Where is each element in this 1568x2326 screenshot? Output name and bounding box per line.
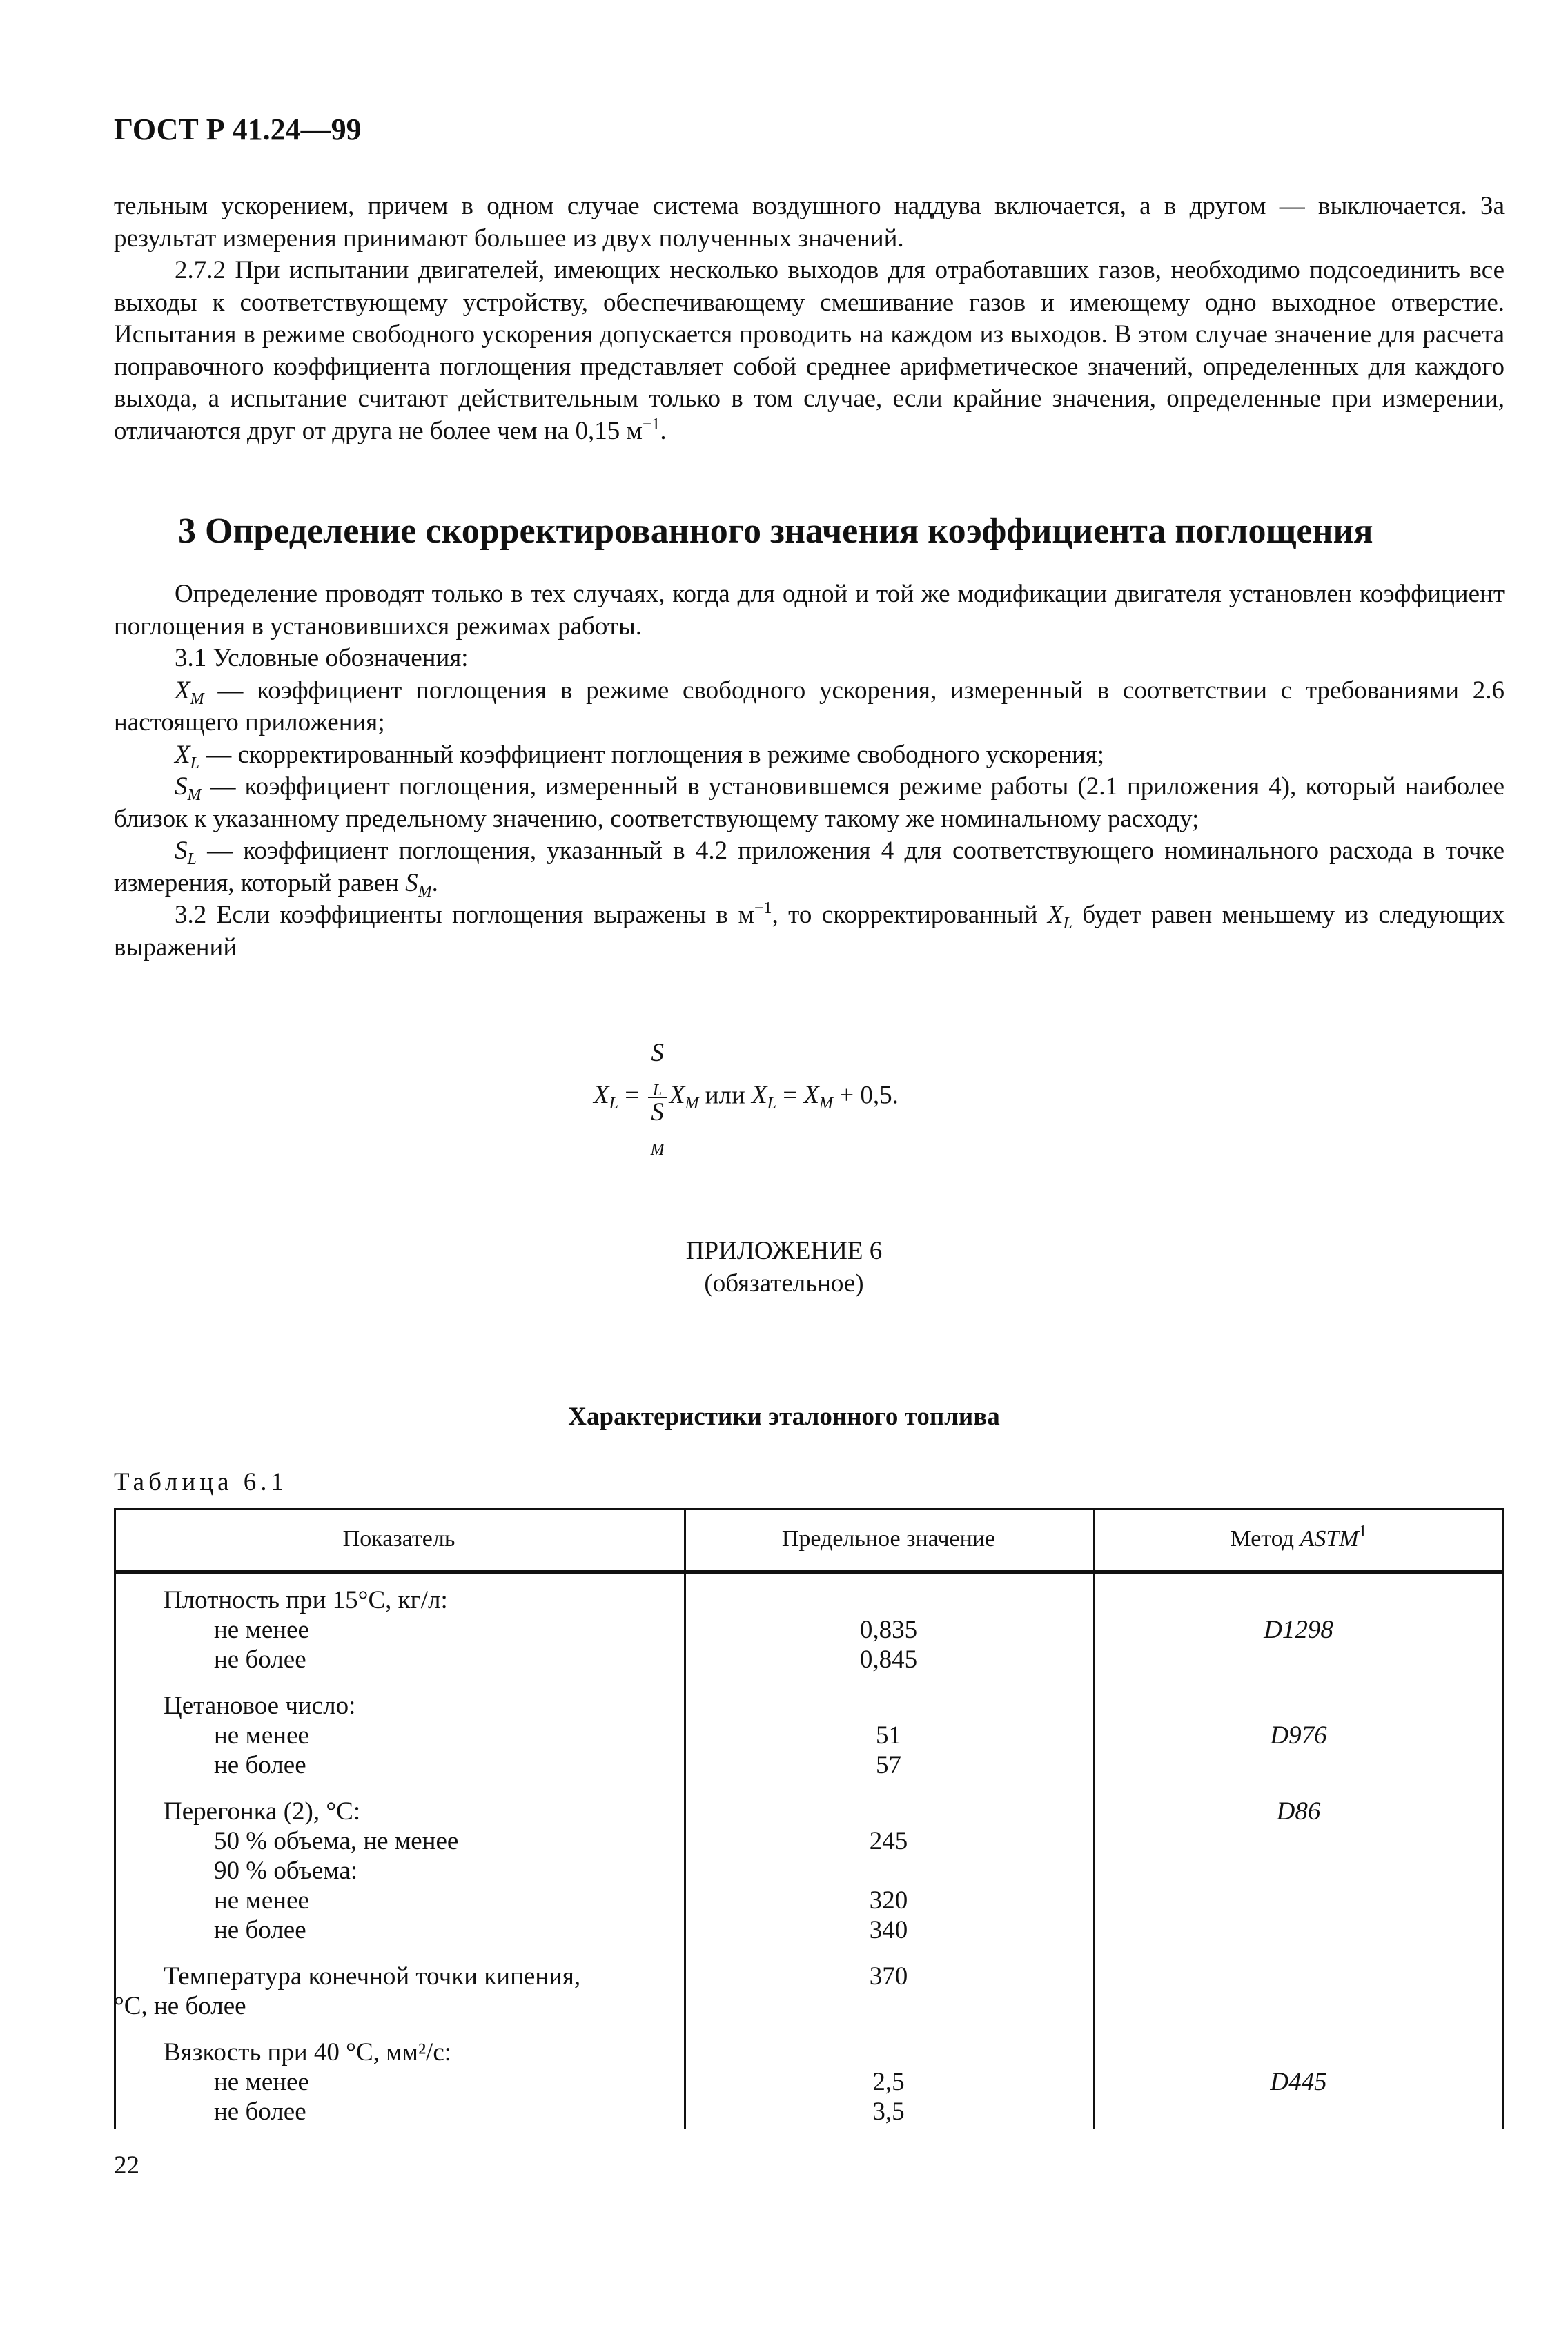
table-body [114, 1585, 1504, 2143]
limit-value-cell: 245 [869, 1827, 908, 1855]
indicator-cell: °С, не более [114, 1992, 246, 2020]
method-cell [1093, 1856, 1504, 1886]
paragraph-3-2: 3.2 Если коэффициенты поглощения выражены в $м^{-1}$, то скорректированный $X_L$ будет равен меньшему из следующих выражений [114, 899, 1505, 961]
table-row [114, 1826, 1504, 1856]
section-3-body [114, 578, 1505, 964]
method-cell [1093, 1750, 1504, 1780]
limit-value-cell: 370 [869, 1962, 908, 1991]
indicator-cell: Вязкость при 40 °С, мм²/с: [164, 2038, 452, 2066]
method-cell: D976 [1270, 1721, 1327, 1750]
table-row [114, 1991, 1504, 2021]
method-cell [1093, 1962, 1504, 1991]
table-label: Таблица 6.1 [114, 1468, 288, 1496]
definition-xm: $X_M$ — коэффициент поглощения в режиме свободного ускорения, измеренный в соответствии с требованиями 2.6 настоящего приложения; [114, 676, 1505, 736]
paragraph-3-1: 3.1 Условные обозначения: [175, 644, 469, 672]
appendix-subtitle: (обязательное) [704, 1269, 864, 1298]
indicator-cell: 90 % объема: [214, 1857, 358, 1885]
limit-value-cell: 2,5 [872, 2068, 905, 2096]
limit-value-cell [684, 2037, 1093, 2067]
definition-sm: $S_M$ — коэффициент поглощения, измеренный в установившемся режиме работы (2.1 приложения 4), который наиболее близок к указанному предельному значению, соответствующему такому же номинальному расходу; [114, 772, 1505, 833]
table-row-group [114, 2037, 1504, 2127]
table-row [114, 2067, 1504, 2097]
indicator-cell: не менее [214, 1616, 309, 1644]
table-row [114, 1721, 1504, 1750]
definition-xl: $X_L$ — скорректированный коэффициент поглощения в режиме свободного ускорения; [175, 740, 1105, 772]
method-cell [1093, 2037, 1504, 2067]
indicator-cell: Перегонка (2), °С: [164, 1797, 361, 1826]
indicator-cell: 50 % объема, не менее [214, 1827, 459, 1855]
method-cell [1093, 1915, 1504, 1945]
formula: $X_L$ = S $_L$ S $_M$ $X_M$ или $X_L = X_M + 0,5$. [594, 1039, 899, 1159]
table-row [114, 1750, 1504, 1780]
method-cell: D86 [1276, 1797, 1321, 1826]
table-row-group [114, 1585, 1504, 1674]
limit-value-cell: 51 [876, 1721, 901, 1750]
indicator-cell: не менее [214, 2068, 309, 2096]
method-cell [1093, 1826, 1504, 1856]
appendix-title: ПРИЛОЖЕНИЕ 6 [685, 1237, 883, 1265]
indicator-cell: не более [214, 1916, 306, 1944]
column-header-limit: Предельное значение [781, 1526, 996, 1552]
method-cell [1093, 1691, 1504, 1721]
limit-value-cell [684, 1797, 1093, 1826]
method-cell [1093, 1991, 1504, 2021]
limit-value-cell: 320 [869, 1886, 908, 1915]
table-row [114, 1615, 1504, 1645]
table-row [114, 1856, 1504, 1886]
method-cell [1093, 2097, 1504, 2127]
intro-text [114, 190, 1505, 447]
limit-value-cell [684, 1856, 1093, 1886]
limit-value-cell [684, 1585, 1093, 1615]
table-title: Характеристики эталонного топлива [568, 1403, 1000, 1431]
indicator-cell: Цетановое число: [164, 1692, 356, 1720]
table-row [114, 2037, 1504, 2067]
limit-value-cell [684, 1991, 1093, 2021]
paragraph: Определение проводят только в тех случаях, когда для одной и той же модификации двигателя установлен коэффициент поглощения в установившихся режимах работы. [114, 580, 1505, 641]
method-cell [1093, 1585, 1504, 1615]
method-cell [1093, 1645, 1504, 1674]
limit-value-cell: 57 [876, 1751, 901, 1779]
method-cell: D445 [1270, 2068, 1327, 2096]
indicator-cell: не более [214, 1751, 306, 1779]
paragraph: тельным ускорением, причем в одном случае система воздушного наддува включается, а в другом — выключается. За результат измерения принимают большее из двух полученных значений. [114, 192, 1505, 253]
table-row [114, 1691, 1504, 1721]
paragraph-2-7-2: 2.7.2 При испытании двигателей, имеющих несколько выходов для отработавших газов, необходимо подсоединить все выходы к соответствующему устройству, обеспечивающему смешивание газов и имеющему одно выходное отверстие. Испытания в режиме свободного ускорения допускается проводить на каждом из выходов. В этом случае значение для расчета поправочного коэффициента поглощения представляет собой среднее арифметическое значений, определенных для каждого выхода, а испытание считают действительным только в том случае, если крайние значения, определенные при измерении, отличаются друг от друга не более чем на 0,15 $м^{-1}$. [114, 256, 1505, 445]
table-row [114, 1962, 1504, 1991]
table-row [114, 1585, 1504, 1615]
table-row [114, 1797, 1504, 1826]
column-header-indicator: Показатель [342, 1526, 455, 1552]
indicator-cell: не более [214, 2098, 306, 2126]
definition-sl: $S_L$ — коэффициент поглощения, указанный в 4.2 приложения 4 для соответствующего номинального расхода в точке измерения, который равен $S_M$. [114, 837, 1505, 901]
fuel-characteristics-table [114, 1508, 1504, 2129]
section-3-heading: 3 Определение скорректированного значения коэффициента поглощения [178, 511, 1373, 551]
table-border-top [114, 1508, 1504, 1510]
limit-value-cell: 0,845 [859, 1645, 918, 1674]
method-cell [1093, 1886, 1504, 1915]
indicator-cell: не менее [214, 1886, 309, 1915]
document-header: ГОСТ Р 41.24—99 [114, 113, 362, 146]
table-row [114, 1915, 1504, 1945]
limit-value-cell [684, 1691, 1093, 1721]
page-number: 22 [114, 2151, 139, 2180]
limit-value-cell: 340 [869, 1916, 908, 1944]
table-row [114, 1645, 1504, 1674]
limit-value-cell: 3,5 [872, 2098, 905, 2126]
table-row [114, 2097, 1504, 2127]
indicator-cell: Плотность при 15°С, кг/л: [164, 1586, 448, 1614]
table-row-group [114, 1962, 1504, 2021]
method-cell: D1298 [1264, 1616, 1333, 1644]
indicator-cell: не менее [214, 1721, 309, 1750]
table-row [114, 1886, 1504, 1915]
appendix-heading [0, 1235, 1568, 1300]
indicator-cell: Температура конечной точки кипения, [164, 1962, 581, 1991]
indicator-cell: не более [214, 1645, 306, 1674]
table-row-group [114, 1691, 1504, 1780]
table-header-rule [114, 1570, 1504, 1574]
column-header-method: Метод ASTM$^1$ [1230, 1523, 1367, 1552]
table-row-group [114, 1797, 1504, 1945]
limit-value-cell: 0,835 [859, 1616, 918, 1644]
